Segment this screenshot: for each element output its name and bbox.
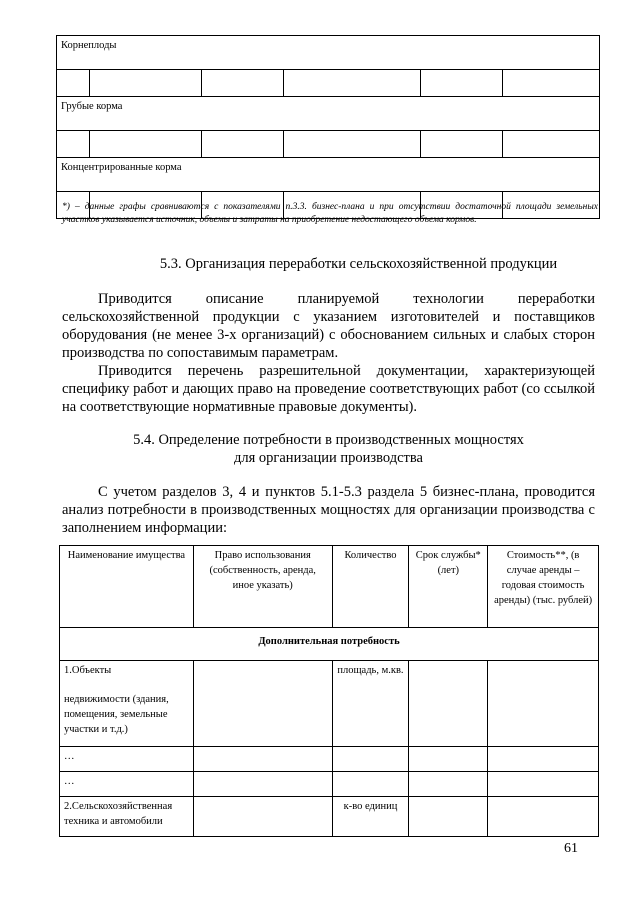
name-cell: … — [60, 747, 194, 772]
header-cell: Право использования (собственность, аренда, иное указать) — [193, 546, 332, 628]
name-cell: 1.Объекты недвижимости (здания, помещения, земельные участки и т.д.) — [60, 661, 194, 747]
section-heading-5-4: 5.4. Определение потребности в производственных мощностях для организации производства — [133, 432, 524, 466]
table-row — [57, 70, 600, 97]
subheader-cell: Дополнительная потребность — [60, 628, 599, 661]
category-cell: Корнеплоды — [57, 36, 600, 70]
name-cell: 2.Сельскохозяйственная техника и автомобили — [60, 797, 194, 837]
page-number: 61 — [564, 841, 578, 856]
category-cell: Концентрированные корма — [57, 158, 600, 192]
header-cell: Наименование имущества — [60, 546, 194, 628]
table-row — [60, 747, 599, 772]
header-cell: Стоимость**, (в случае аренды – годовая стоимость аренды) (тыс. рублей) — [488, 546, 599, 628]
table-row — [57, 97, 600, 131]
table-footnote: *) – данные графы сравниваются с показателями п.3.3. бизнес-плана и при отсутствии достаточной площади земельных участков указывается источник, объемы и затраты на приобретение недостающего объема кормов. — [62, 202, 598, 225]
name-cell: … — [60, 772, 194, 797]
paragraph: С учетом разделов 3, 4 и пунктов 5.1-5.3 раздела 5 бизнес-плана, проводится анализ потребности в производственных мощностях для организации производства с заполнением информации: — [62, 484, 595, 536]
table-row — [60, 628, 599, 661]
category-cell: Грубые корма — [57, 97, 600, 131]
section-heading-5-3: 5.3. Организация переработки сельскохозяйственной продукции — [159, 256, 558, 272]
header-cell: Количество — [332, 546, 409, 628]
table-row — [57, 36, 600, 70]
capacity-table — [59, 545, 599, 837]
paragraph: Приводится описание планируемой технологии переработки сельскохозяйственной продукции с указанием изготовителей и поставщиков оборудования (не менее 3-х организаций) с обоснованием сильных и слабых сторон производства по сопоставимым параметрам. — [62, 291, 595, 361]
quantity-cell: площадь, м.кв. — [332, 661, 409, 747]
table-row — [57, 131, 600, 158]
table-row — [60, 772, 599, 797]
feed-table — [56, 35, 600, 219]
table-row — [60, 797, 599, 837]
header-cell: Срок службы* (лет) — [409, 546, 488, 628]
quantity-cell: к-во единиц — [332, 797, 409, 837]
table-header-row — [60, 546, 599, 628]
table-row — [57, 158, 600, 192]
paragraph: Приводится перечень разрешительной документации, характеризующей специфику работ и дающих право на проведение соответствующих работ (со ссылкой на соответствующие нормативные правовые документы). — [62, 363, 595, 415]
table-row — [60, 661, 599, 747]
